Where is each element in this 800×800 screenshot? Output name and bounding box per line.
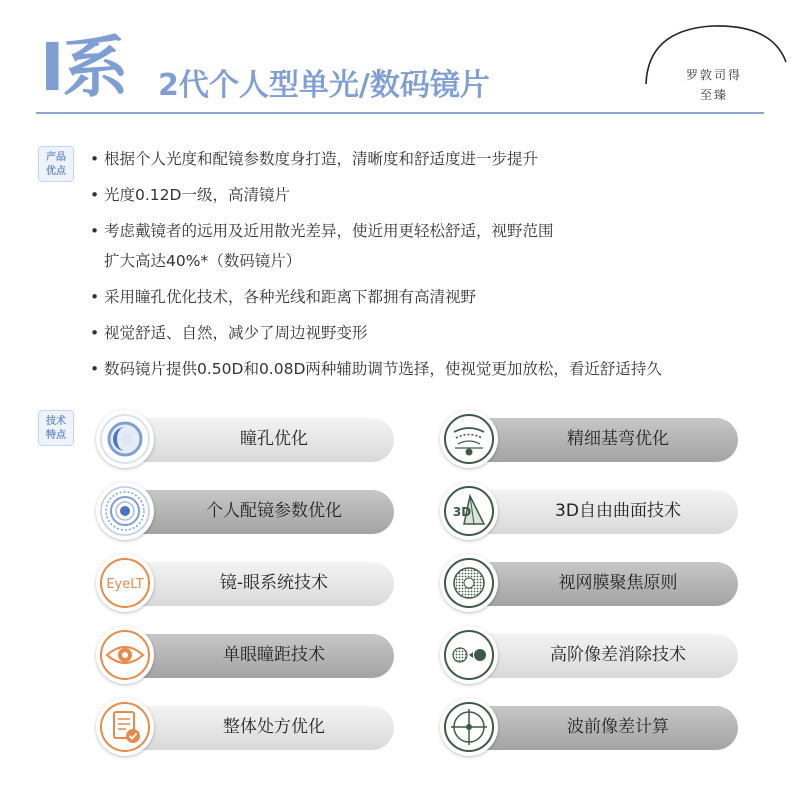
feature-label: 个人配镜参数优化 [206,501,342,521]
feature-label: 镜-眼系统技术 [219,573,329,593]
feature-retina-focus [440,560,738,606]
bullet-text: 考虑戴镜者的远用及近用散光差异，使近用更轻松舒适，视野范围 [104,222,554,240]
bullet-dot: • [90,186,100,204]
feature-label: 3D自由曲面技术 [555,501,681,521]
page-title-series: I系 [40,29,127,106]
feature-personal-parameters [96,488,394,534]
header-divider [36,112,764,114]
bullet-dot: • [90,222,100,240]
wavefront-icon [440,698,498,756]
prescription-icon [96,698,154,756]
tag-line-2: 特点 [46,430,66,441]
product-advantages-tag [38,146,74,182]
tag-line-1: 技术 [46,416,66,427]
brand-series: 至臻 [699,88,728,102]
bullet-text: 根据个人光度和配镜参数度身打造，清晰度和舒适度进一步提升 [104,150,539,168]
eyelt-icon-text: EyeLT [106,577,144,592]
feature-monocular-pd [96,632,394,678]
bullet-text: 数码镜片提供0.50D和0.08D两种辅助调节选择，使视觉更加放松，看近舒适持久 [104,360,662,378]
aberration-icon [440,626,498,684]
bullet-text: 光度0.12D一级，高清镜片 [104,186,290,204]
feature-label: 高阶像差消除技术 [550,645,686,665]
eye-icon [96,626,154,684]
retina-icon [440,554,498,612]
3d-icon-text: 3D [452,505,472,519]
bullet-dot: • [90,324,100,342]
feature-pupil-optimization [96,416,394,462]
feature-3d-freeform [440,488,738,534]
feature-label: 波前像差计算 [567,717,669,737]
base-curve-icon [440,410,498,468]
feature-label: 瞳孔优化 [240,429,308,449]
brand-logo [632,0,792,112]
3d-surface-icon [440,482,498,540]
brand-name: 罗敦司得 [685,68,742,82]
feature-label: 整体处方优化 [223,717,325,737]
bullet-text: 视觉舒适、自然，减少了周边视野变形 [104,324,368,342]
feature-prescription-optimization [96,704,394,750]
pupil-icon [96,410,154,468]
tag-line-1: 产品 [46,152,66,163]
bullet-dot: • [90,288,100,306]
bullet-dot: • [90,360,100,378]
eyelt-icon [96,554,154,612]
tag-line-2: 优点 [46,166,66,177]
concentric-circles-icon [96,482,154,540]
tech-features-tag [38,410,74,446]
bullet-text: 扩大高达40%*（数码镜片） [104,252,302,270]
feature-higher-order-aberration [440,632,738,678]
bullet-dot: • [90,150,100,168]
feature-label: 视网膜聚焦原则 [558,573,678,593]
feature-base-curve [440,416,738,462]
feature-label: 单眼瞳距技术 [223,645,325,665]
bullet-text: 采用瞳孔优化技术，各种光线和距离下都拥有高清视野 [104,288,477,306]
page-title-product: 2代个人型单光/数码镜片 [158,68,490,103]
feature-lens-eye-system [96,560,394,606]
feature-label: 精细基弯优化 [567,429,669,449]
feature-wavefront-calculation [440,704,738,750]
